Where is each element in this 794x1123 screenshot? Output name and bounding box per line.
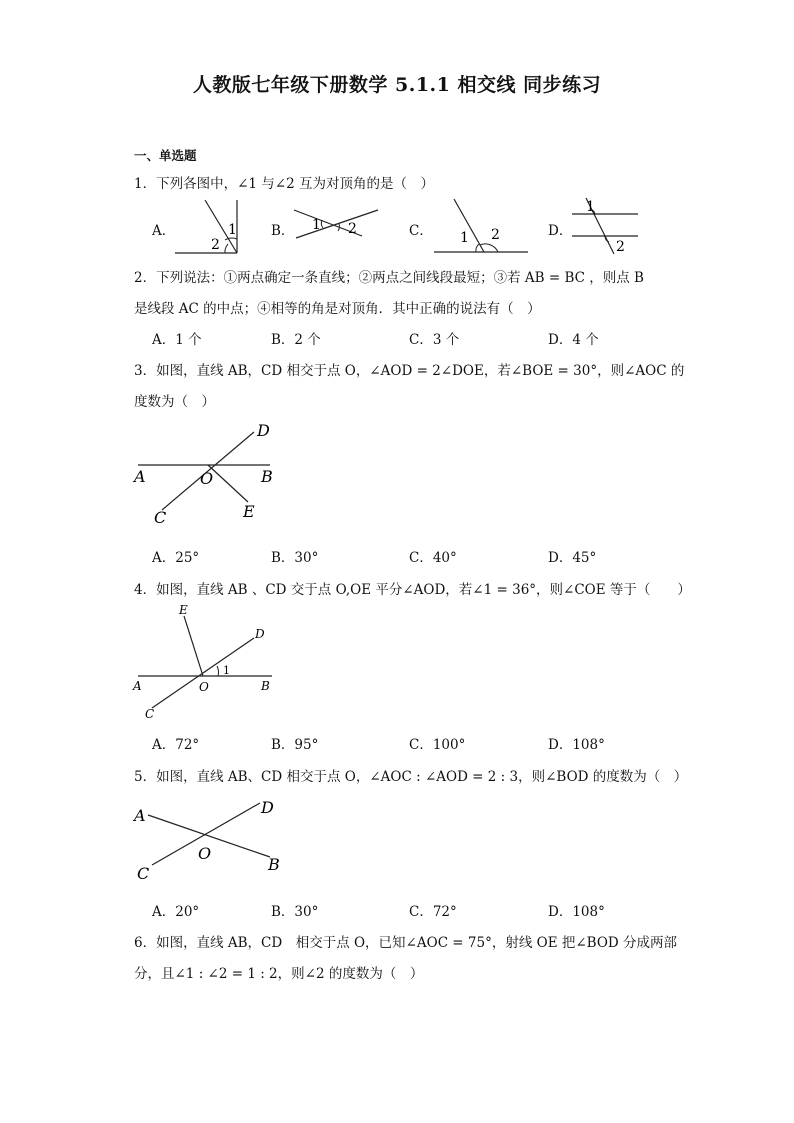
question-3-stem-line1: 3．如图，直线 AB，CD 相交于点 O，∠AOD = 2∠DOE，若∠BOE = 30°，则∠AOC 的 [134,363,685,379]
q1c-angle-1: 1 [460,230,469,246]
question-2-stem-line2: 是线段 AC 的中点；④相等的角是对顶角．其中正确的说法有（ ） [134,301,541,317]
q4-option-c[interactable]: C．100° [409,737,466,753]
q1a-angle-2: 2 [211,237,220,253]
q5-label-a: A [134,806,146,825]
q1-figure-d [570,196,640,256]
q1b-angle-1: 1 [312,217,321,233]
q4-option-b[interactable]: B．95° [271,737,319,753]
question-2-stem-line1: 2．下列说法：①两点确定一条直线；②两点之间线段最短；③若 AB = BC ，则点 B [134,270,644,286]
q5-label-o: O [198,844,212,863]
q3-option-a[interactable]: A．25° [152,550,200,566]
question-1-stem: 1．下列各图中，∠1 与∠2 互为对顶角的是（ ） [134,176,434,192]
q1b-angle-2: 2 [348,221,357,237]
q4-label-b: B [261,679,270,693]
q5-option-b[interactable]: B．30° [271,904,319,920]
q1-option-c-label: C． [409,223,433,239]
q3-label-a: A [134,467,146,486]
q1-figure-c [432,197,530,255]
q2-option-c[interactable]: C．3 个 [409,332,460,348]
q5-label-b: B [268,855,280,874]
q4-option-a[interactable]: A．72° [152,737,200,753]
q1-option-b-label: B． [271,223,295,239]
q4-figure [130,600,280,725]
q1d-angle-2: 2 [616,239,625,255]
q1-option-d-label: D． [548,223,573,239]
question-6-stem-line2: 分，且∠1 : ∠2 = 1 : 2，则∠2 的度数为（ ） [134,966,424,982]
section-heading: 一、单选题 [134,148,197,163]
q5-option-d[interactable]: D．108° [548,904,605,920]
q3-option-d[interactable]: D．45° [548,550,597,566]
q4-angle-1: 1 [223,664,230,677]
q5-label-c: C [137,864,150,883]
q1-figure-b [292,202,382,242]
question-3-stem-line2: 度数为（ ） [134,394,215,410]
q4-label-o: O [199,680,209,694]
q3-label-e: E [243,502,255,521]
q5-option-c[interactable]: C．72° [409,904,457,920]
q3-option-c[interactable]: C．40° [409,550,457,566]
q5-label-d: D [261,798,274,817]
q4-option-d[interactable]: D．108° [548,737,605,753]
q3-label-b: B [261,467,273,486]
page-title: 人教版七年级下册数学 5.1.1 相交线 同步练习 [192,74,602,96]
q3-label-c: C [154,508,167,527]
q1c-angle-2: 2 [491,227,500,243]
q1a-angle-1: 1 [228,222,237,238]
q4-label-d: D [255,627,265,641]
q2-option-b[interactable]: B．2 个 [271,332,321,348]
q4-label-a: A [133,679,142,693]
q3-option-b[interactable]: B．30° [271,550,319,566]
q2-option-d[interactable]: D．4 个 [548,332,599,348]
q2-option-a[interactable]: A．1 个 [152,332,202,348]
q3-figure [130,420,280,530]
q3-label-d: D [257,421,270,440]
q1d-angle-1: 1 [586,199,595,215]
question-6-stem-line1: 6．如图，直线 AB，CD 相交于点 O，已知∠AOC = 75°，射线 OE 把∠BOD 分成两部 [134,935,678,951]
q4-label-c: C [145,707,155,721]
question-4-stem: 4．如图，直线 AB 、CD 交于点 O,OE 平分∠AOD，若∠1 = 36°，则∠COE 等于（ ） [134,582,691,598]
question-5-stem: 5．如图，直线 AB、CD 相交于点 O，∠AOC : ∠AOD = 2 : 3，则∠BOD 的度数为（ ） [134,769,688,785]
q3-label-o: O [200,469,214,488]
q1-figure-a [175,198,245,256]
q5-figure [130,795,290,890]
q4-label-e: E [179,603,188,617]
q1-option-a-label: A． [152,223,176,239]
q5-option-a[interactable]: A．20° [152,904,200,920]
